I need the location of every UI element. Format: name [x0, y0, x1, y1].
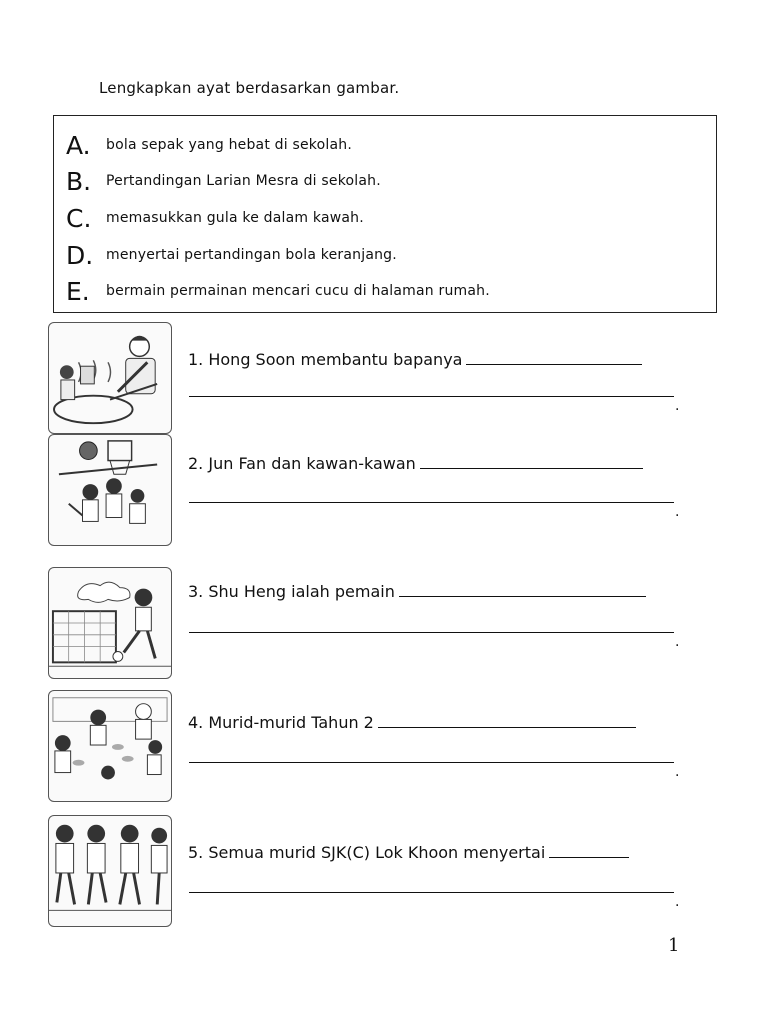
answer-options-box [53, 115, 717, 313]
answer-blank[interactable] [549, 843, 629, 858]
question-text: 5. Semua murid SJK(C) Lok Khoon menyertai [188, 843, 546, 862]
line-end-mark: . [675, 894, 680, 910]
answer-blank[interactable] [466, 350, 642, 365]
option-letter: E. [66, 276, 90, 306]
option-letter: A. [66, 130, 91, 160]
option-text: bermain permainan mencari cucu di halaman rumah. [106, 283, 490, 299]
option-letter: B. [66, 166, 92, 196]
question-1 [188, 350, 642, 369]
answer-line[interactable] [189, 892, 674, 893]
option-text: Pertandingan Larian Mesra di sekolah. [106, 173, 381, 189]
option-letter: C. [66, 203, 92, 233]
cooking-picture-icon [48, 322, 172, 434]
answer-line[interactable] [189, 762, 674, 763]
question-3 [188, 582, 646, 601]
running-race-picture-icon [48, 815, 172, 927]
question-text: 1. Hong Soon membantu bapanya [188, 350, 463, 369]
option-d [66, 240, 397, 270]
page-number: 1 [668, 935, 680, 956]
line-end-mark: . [675, 398, 680, 414]
question-text: 2. Jun Fan dan kawan-kawan [188, 454, 416, 473]
option-text: menyertai pertandingan bola keranjang. [106, 247, 397, 263]
basketball-picture-icon [48, 434, 172, 546]
answer-line[interactable] [189, 502, 674, 503]
line-end-mark: . [675, 504, 680, 520]
answer-line[interactable] [189, 632, 674, 633]
question-5 [188, 843, 629, 862]
answer-line[interactable] [189, 396, 674, 397]
football-picture-icon [48, 567, 172, 679]
option-a [66, 130, 352, 160]
option-text: memasukkan gula ke dalam kawah. [106, 210, 364, 226]
option-c [66, 203, 364, 233]
answer-blank[interactable] [399, 582, 646, 597]
line-end-mark: . [675, 634, 680, 650]
answer-blank[interactable] [378, 713, 636, 728]
option-text: bola sepak yang hebat di sekolah. [106, 137, 352, 153]
line-end-mark: . [675, 764, 680, 780]
option-b [66, 166, 381, 196]
question-2 [188, 454, 643, 473]
instruction-text: Lengkapkan ayat berdasarkan gambar. [99, 79, 400, 97]
question-4 [188, 713, 636, 732]
answer-blank[interactable] [420, 454, 643, 469]
question-text: 4. Murid-murid Tahun 2 [188, 713, 374, 732]
option-e [66, 276, 490, 306]
option-letter: D. [66, 240, 94, 270]
question-text: 3. Shu Heng ialah pemain [188, 582, 395, 601]
playground-game-picture-icon [48, 690, 172, 802]
